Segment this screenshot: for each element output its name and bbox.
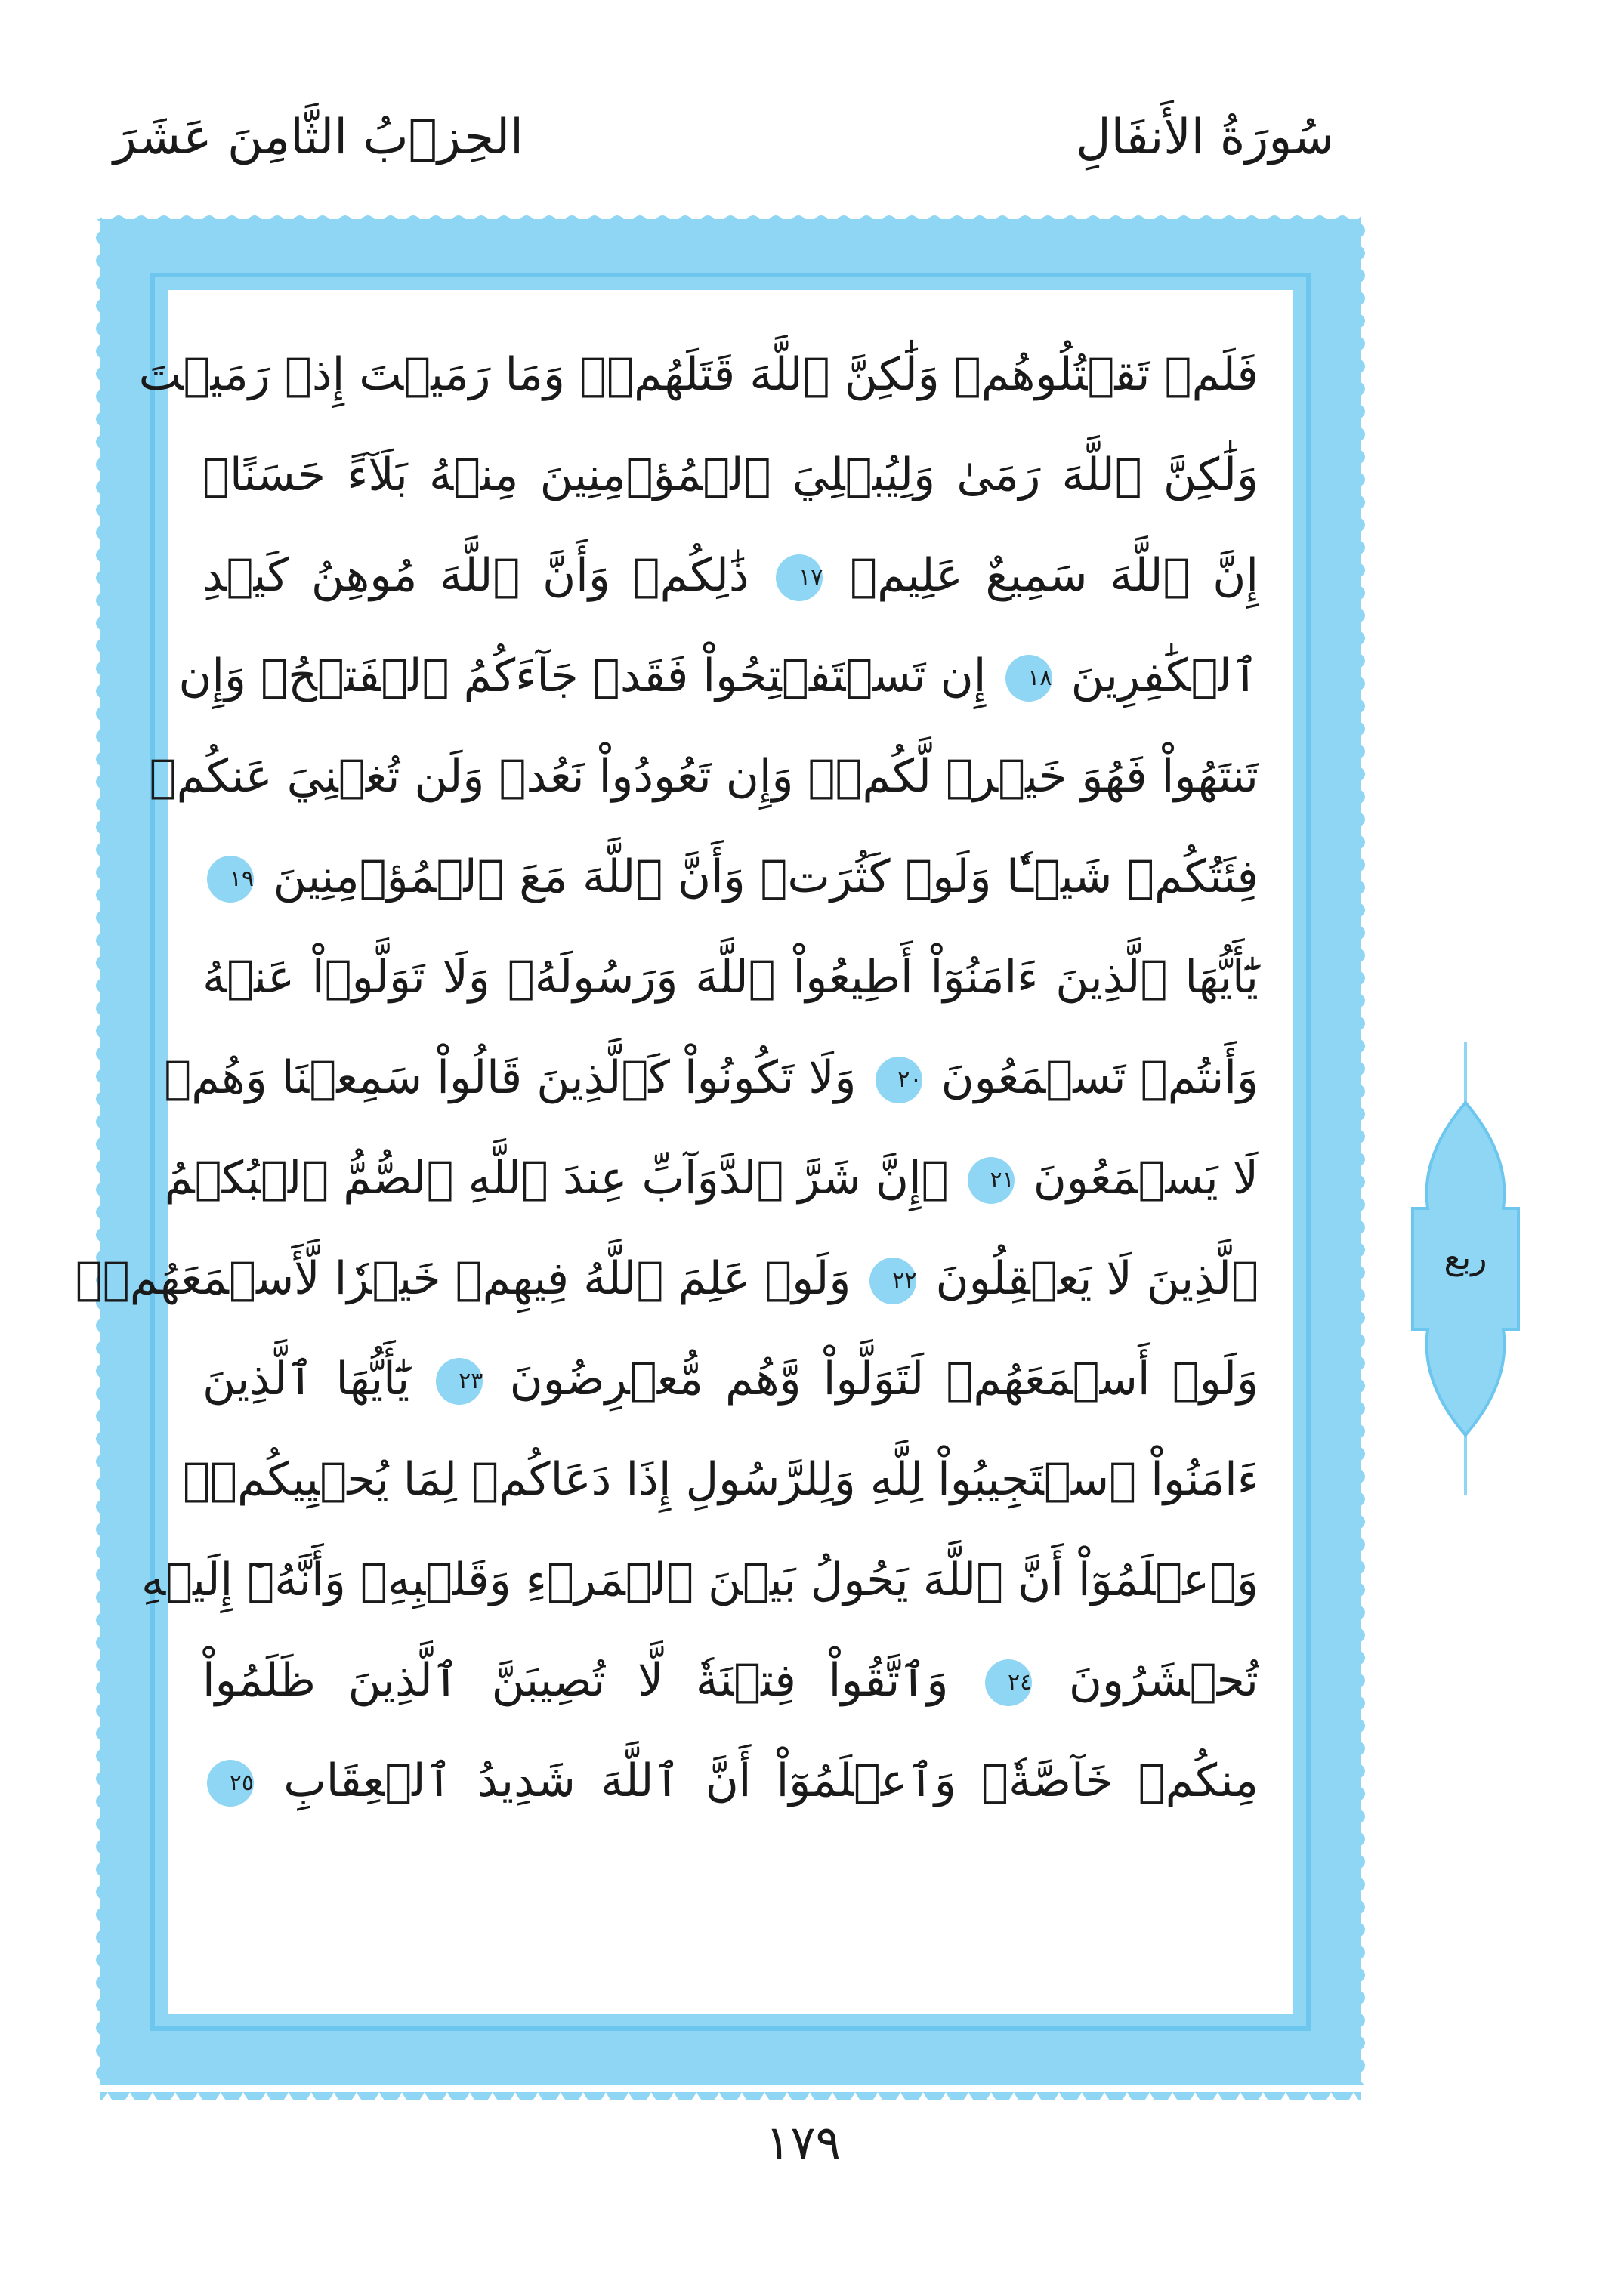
ayah-number-marker: ٢٣ (436, 1358, 483, 1405)
hizb-name: الحِزۡبُ الثَّامِنَ عَشَرَ (113, 110, 523, 165)
ayah-number-marker: ٢٢ (869, 1258, 916, 1304)
text-line: إِنَّ ٱللَّهَ سَمِيعٌ عَلِيمٞ ١٧ ذَٰلِكُمۡ وَأَنَّ ٱللَّهَ مُوهِنُ كَيۡدِ (202, 549, 1259, 602)
text-line: وَٱعۡلَمُوٓاْ أَنَّ ٱللَّهَ يَحُولُ بَيۡنَ ٱلۡمَرۡءِ وَقَلۡبِهِۦ وَأَنَّهُۥٓ إِلَيۡهِ (141, 1554, 1259, 1606)
surah-name: سُورَةُ الأَنفَالِ (1076, 110, 1334, 165)
text-line: فِئَتُكُمۡ شَيۡـٔٗا وَلَوۡ كَثُرَتۡ وَأَنَّ ٱللَّهَ مَعَ ٱلۡمُؤۡمِنِينَ ١٩ (202, 827, 1259, 927)
quran-text-panel (75, 290, 1293, 2014)
text-line: ٱلۡكَٰفِرِينَ ١٨ إِن تَسۡتَفۡتِحُواْ فَقَدۡ جَآءَكُمُ ٱلۡفَتۡحُۖ وَإِن (178, 650, 1259, 702)
ayah-number-marker: ٢٥ (207, 1760, 254, 1807)
text-line: وَأَنتُمۡ تَسۡمَعُونَ ٢٠ وَلَا تَكُونُواْ كَٱلَّذِينَ قَالُواْ سَمِعۡنَا وَهُمۡ (164, 1051, 1259, 1104)
ayah-number-marker: ١٧ (776, 554, 823, 601)
ayah-number-marker: ١٨ (1005, 655, 1052, 702)
ayah-number-marker: ١٩ (207, 856, 254, 903)
text-line: فَلَمۡ تَقۡتُلُوهُمۡ وَلَٰكِنَّ ٱللَّهَ قَتَلَهُمۡۚ وَمَا رَمَيۡتَ إِذۡ رَمَيۡتَ (138, 348, 1259, 401)
ayah-number-marker: ٢٤ (985, 1659, 1032, 1706)
text-line: لَا يَسۡمَعُونَ ٢١ ۞إِنَّ شَرَّ ٱلدَّوَآبِّ عِندَ ٱللَّهِ ٱلصُّمُّ ٱلۡبُكۡمُ (164, 1152, 1259, 1205)
text-line: ٱلَّذِينَ لَا يَعۡقِلُونَ ٢٢ وَلَوۡ عَلِمَ ٱللَّهُ فِيهِمۡ خَيۡرٗا لَّأَسۡمَعَهُمۡۖ (75, 1252, 1259, 1305)
text-line: تَنتَهُواْ فَهُوَ خَيۡرٞ لَّكُمۡۖ وَإِن تَعُودُواْ نَعُدۡ وَلَن تُغۡنِيَ عَنكُمۡ (149, 750, 1259, 803)
text-line: تُحۡشَرُونَ ٢٤ وَٱتَّقُواْ فِتۡنَةٗ لَّا تُصِيبَنَّ ٱلَّذِينَ ظَلَمُواْ (202, 1654, 1259, 1707)
text-line: وَلَٰكِنَّ ٱللَّهَ رَمَىٰ وَلِيُبۡلِيَ ٱلۡمُؤۡمِنِينَ مِنۡهُ بَلَآءً حَسَنًاۚ (202, 449, 1259, 501)
text-line: وَلَوۡ أَسۡمَعَهُمۡ لَتَوَلَّواْ وَّهُم مُّعۡرِضُونَ ٢٣ يَٰٓأَيُّهَا ٱلَّذِينَ (202, 1353, 1259, 1406)
page-number: ١٧٩ (765, 2115, 841, 2170)
text-line: يَٰٓأَيُّهَا ٱلَّذِينَ ءَامَنُوٓاْ أَطِيعُواْ ٱللَّهَ وَرَسُولَهُۥ وَلَا تَوَلَّوۡاْ عَنۡهُ (202, 951, 1259, 1004)
ayah-number-marker: ٢٠ (876, 1057, 922, 1103)
text-line: ءَامَنُواْ ٱسۡتَجِيبُواْ لِلَّهِ وَلِلرَّسُولِ إِذَا دَعَاكُمۡ لِمَا يُحۡيِيكُمۡۖ (182, 1453, 1259, 1506)
text-line: مِنكُمۡ خَآصَّةٗۖ وَٱعۡلَمُوٓاْ أَنَّ ٱللَّهَ شَدِيدُ ٱلۡعِقَابِ ٢٥ (202, 1731, 1259, 1832)
ayah-number-marker: ٢١ (968, 1157, 1015, 1204)
rub-label: ربع (1444, 1239, 1487, 1277)
